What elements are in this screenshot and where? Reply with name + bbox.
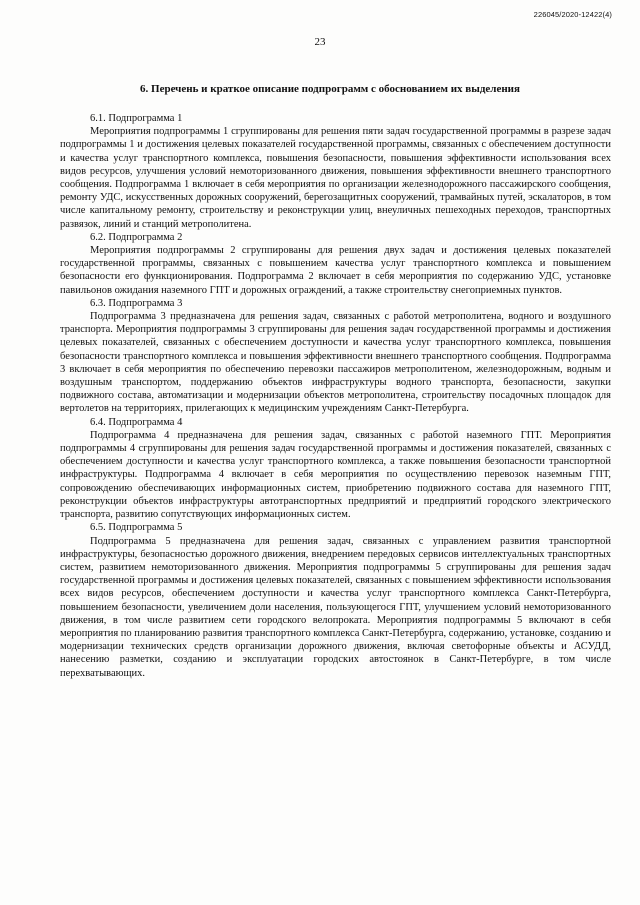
- subprogram-2-text: Мероприятия подпрограммы 2 сгруппированы для решения двух задач и достижения целевых показателей государственной программы, связанных с повышением качества услуг транспортного комплекса и повышением безопасности его функционирования. Подпрограмма 2 включает в себя мероприятия по содержанию УДС, установке павильонов ожидания наземного ГПТ и дорожных ограждений, а также строительству снегоприемных пунктов.: [60, 245, 611, 296]
- subprogram-3-heading: 6.3. Подпрограмма 3: [90, 297, 183, 309]
- subprogram-4-heading: 6.4. Подпрограмма 4: [90, 416, 183, 428]
- subprogram-5-heading: 6.5. Подпрограмма 5: [90, 522, 183, 534]
- subprogram-2-heading: 6.2. Подпрограмма 2: [90, 231, 183, 243]
- document-id: 226045/2020-12422(4): [533, 10, 612, 19]
- subprogram-1-text: Мероприятия подпрограммы 1 сгруппированы для решения пяти задач государственной программы в разрезе задач подпрограммы 1 и достижения целевых показателей государственной программы, связанных с обеспечением доступности и качества услуг транспортного комплекса, повышения безопасности, повышения эффективности использования всех видов ресурсов, улучшения условий немоторизованного движения, повышения эффективности внешнего транспортного сообщения. Подпрограмма 1 включает в себя мероприятия по организации железнодорожного пассажирского сообщения, ремонту УДС, искусственных дорожных сооружений, берегозащитных сооружений, трамвайных путей, эскалаторов, в том числе капитальному ремонту, строительству и реконструкции улиц, внеуличных пешеходных переходов, транспортных развязок, линий и станций метрополитена.: [60, 126, 611, 230]
- subprogram-3-text: Подпрограмма 3 предназначена для решения задач, связанных с работой метрополитена, водного и воздушного транспорта. Мероприятия подпрограммы 3 сгруппированы для решения задач государственной программы и достижения целевых показателей, связанных с обеспечением доступности и качества услуг транспортного комплекса, повышения безопасности транспортного комплекса и повышения эффективности внешнего транспортного сообщения. Подпрограмма 3 включает в себя мероприятия по обеспечению перевозки пассажиров метрополитеном, железнодорожным, водным и воздушным транспортом, поддержанию объектов инфраструктуры водного транспорта, безопасности, закупки подвижного состава, автоматизации и модернизации объектов метрополитена, строительству посадочных площадок для вертолетов на территориях, прилегающих к медицинским учреждениям Санкт-Петербурга.: [60, 311, 611, 415]
- page-number: 23: [314, 36, 326, 48]
- section-body: [60, 112, 611, 680]
- subprogram-5-text: Подпрограмма 5 предназначена для решения задач, связанных с управлением развития транспортной инфраструктуры, безопасностью дорожного движения, внедрением передовых сервисов интеллектуальных транспортных систем, развитием немоторизованного движения. Мероприятия подпрограммы 5 сгруппированы для решения задач государственной программы и достижения целевых показателей, связанных с повышением эффективности использования всех видов ресурсов, обеспечением доступности и качества услуг транспортного комплекса Санкт-Петербурга, повышением безопасности, увеличением доли населения, пользующегося ГПТ, улучшением условий немоторизованного движения, в том числе развитием сети городского велопроката. Мероприятия подпрограммы 5 включают в себя мероприятия по планированию развития транспортного комплекса Санкт-Петербурга, содержанию, установке, созданию и модернизации технических средств организации дорожного движения, включая светофорные объекты и АСУДД, нанесению разметки, созданию и эксплуатации городских автостоянок в Санкт-Петербурге, в том числе перехватывающих.: [60, 535, 611, 679]
- subprogram-4-text: Подпрограмма 4 предназначена для решения задач, связанных с работой наземного ГПТ. Мероприятия подпрограммы 4 сгруппированы для решения задач государственной программы и достижения показателей, связанных с обеспечением доступности и качества услуг транспортного комплекса, а также повышения безопасности транспортной инфраструктуры. Подпрограмма 4 включает в себя мероприятия по осуществлению перевозок наземным ГПТ, сопровождению обеспечивающих информационных систем, приобретению подвижного состава для наземного ГПТ, реконструкции объектов инфраструктуры автотранспортных предприятий и предприятий городского электрического транспорта, развитию сопутствующих информационных систем.: [60, 429, 611, 521]
- subprogram-1-heading: 6.1. Подпрограмма 1: [90, 113, 183, 124]
- section-title: 6. Перечень и краткое описание подпрограмм с обоснованием их выделения: [140, 83, 520, 95]
